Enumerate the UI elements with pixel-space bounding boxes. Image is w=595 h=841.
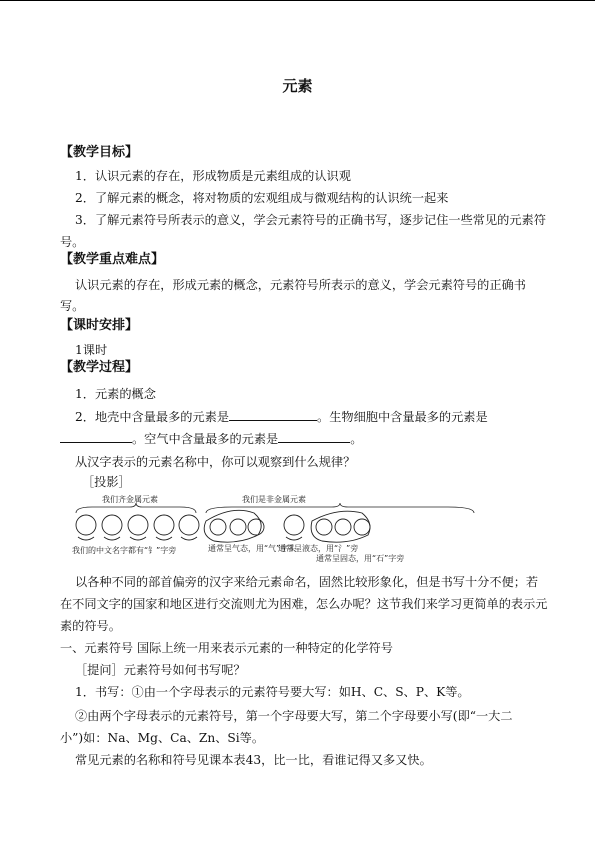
cartoon-face-icon [284,515,304,535]
cartoon-face-icon [354,519,370,535]
answer-blank-cell [60,430,132,443]
cartoon-face-icon [76,515,96,535]
text: 。 [350,432,363,446]
top-border [0,0,595,1]
heading-key-points: 【教学重点难点】 [60,252,165,267]
cartoon-face-icon [230,519,246,535]
cartoon-face-icon [316,519,332,535]
process-item-2-line1 [75,408,488,425]
figure-caption-metal-radical: 我们的中文名字都有“钅”字旁 [72,546,177,555]
cartoon-face-icon [102,515,122,535]
writing-rule-1: 1．书写：①由一个字母表示的元素符号要大写：如H、C、S、P、K等。 [75,685,470,699]
figure-caption-gas: 通常呈气态，用“气”字头 [208,544,297,553]
figure-caption-nonmetals: 我们是非金属元素 [242,495,306,504]
heading-process: 【教学过程】 [60,360,139,375]
page-title: 元素 [282,77,313,95]
cartoon-face-icon [154,515,174,535]
question-how-to-write: ［提问］元素符号如何书写呢？ [75,663,246,677]
section-element-symbol: 一、元素符号 国际上统一用来表示元素的一种特定的化学符号 [60,641,393,655]
writing-rule-2-line2: 小”)如：Na、Mg、Ca、Zn、Si等。 [60,731,265,745]
cartoon-face-icon [179,515,199,535]
cartoon-face-icon [210,519,226,535]
text: 2．地壳中含量最多的元素是 [75,410,230,424]
paragraph-line1: 以各种不同的部首偏旁的汉字来给元素命名，固然比较形象化，但是书写十分不便；若 [75,575,539,589]
answer-blank-air [278,430,350,443]
answer-blank-crust [229,408,317,421]
heading-objectives: 【教学目标】 [60,145,139,160]
cartoon-face-icon [128,515,148,535]
projection-label: ［投影］ [82,475,131,489]
text: 。空气中含量最多的元素是 [132,432,279,446]
heading-schedule: 【课时安排】 [60,318,139,333]
objective-3-line1: 3．了解元素符号所表示的意义，学会元素符号的正确书写，逐步记住一些常见的元素符 [75,213,546,227]
paragraph-line3: 素的符号。 [60,619,121,633]
text: 。生物细胞中含量最多的元素是 [317,410,488,424]
key-points-line1: 认识元素的存在，形成元素的概念，元素符号所表示的意义，学会元素符号的正确书 [75,278,526,292]
figure-caption-solid: 通常呈固态，用“石”字旁 [316,554,405,563]
objective-3-line2: 号。 [60,235,85,249]
question-pattern: 从汉字表示的元素名称中，你可以观察到什么规律？ [75,455,356,469]
objective-2: 2．了解元素的概念，将对物质的宏观组成与微观结构的认识统一起来 [75,191,449,205]
key-points-line2: 写。 [60,299,85,313]
cartoon-face-icon [335,519,351,535]
common-elements-note: 常见元素的名称和符号见课本表43，比一比，看谁记得又多又快。 [75,753,432,767]
element-cartoon-figure [72,491,552,567]
process-item-1: 1．元素的概念 [75,387,156,401]
objective-1: 1．认识元素的存在，形成物质是元素组成的认识观 [75,169,351,183]
process-item-2-line2 [60,430,362,447]
figure-caption-metals: 我们齐金属元素 [102,495,158,504]
schedule-text: 1课时 [75,343,108,357]
writing-rule-2-line1: ②由两个字母表示的元素符号，第一个字母要大写，第二个字母要小写(即“一大二 [75,709,513,723]
figure-caption-liquid: 通常呈液态，用“氵”旁 [278,544,359,553]
paragraph-line2: 在不同文字的国家和地区进行交流则尤为困难，怎么办呢？这节我们来学习更简单的表示元 [60,597,548,611]
